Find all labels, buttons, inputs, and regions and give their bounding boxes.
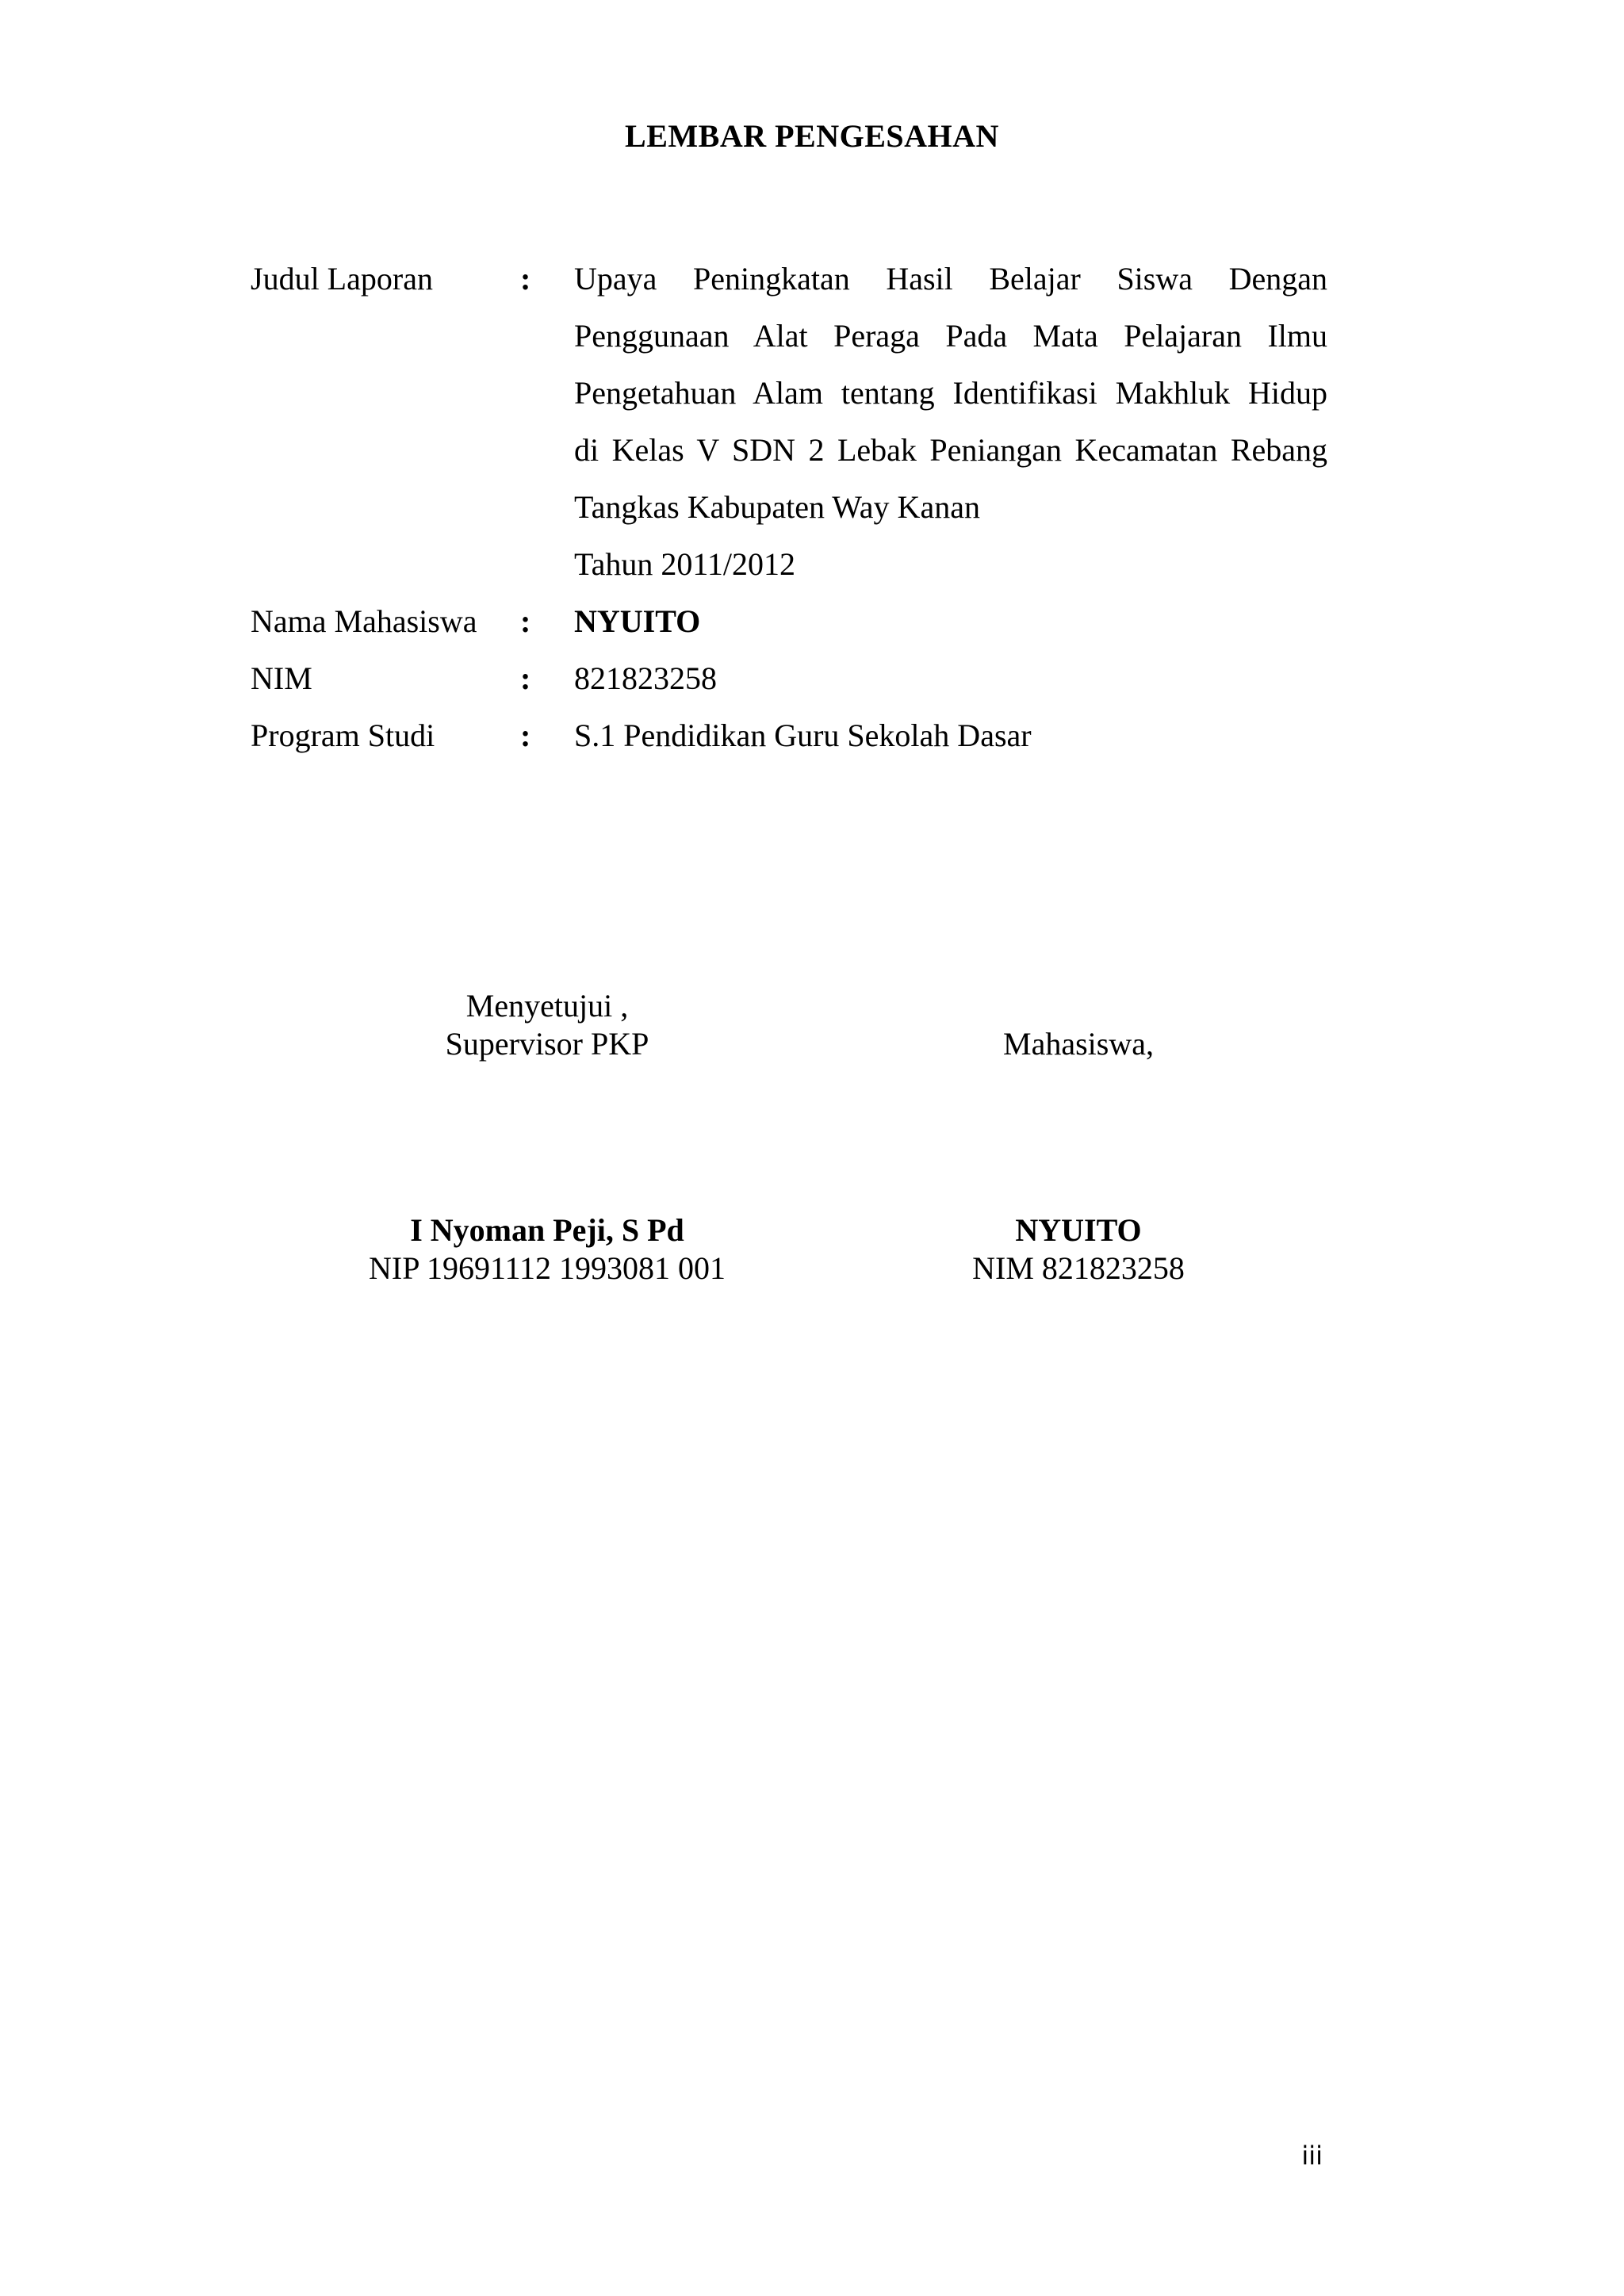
approval-label: Menyetujui , [465, 988, 629, 1024]
judul-line-5: Tangkas Kabupaten Way Kanan [574, 489, 980, 525]
supervisor-nip: NIP 19691112 1993081 001 [369, 1250, 726, 1286]
program-label: Program Studi [251, 718, 435, 753]
nama-label: Nama Mahasiswa [251, 603, 477, 639]
page-number: iii [1301, 2141, 1323, 2171]
judul-line-6: Tahun 2011/2012 [574, 546, 796, 582]
student-role: Mahasiswa, [1003, 1026, 1154, 1062]
judul-line-2: Penggunaan Alat Peraga Pada Mata Pelajaran Ilmu [574, 318, 1327, 354]
judul-label: Judul Laporan [251, 261, 433, 297]
nama-colon: : [520, 603, 531, 639]
supervisor-signature [333, 1211, 761, 1288]
judul-line-4: di Kelas V SDN 2 Lebak Peniangan Kecamatan Rebang [574, 432, 1327, 468]
nim-colon: : [520, 660, 531, 696]
judul-line-3: Pengetahuan Alam tentang Identifikasi Makhluk Hidup [574, 375, 1327, 411]
student-name: NYUITO [1015, 1212, 1142, 1248]
supervisor-name: I Nyoman Peji, S Pd [410, 1212, 684, 1248]
judul-line-1: Upaya Peningkatan Hasil Belajar Siswa Dengan [574, 261, 1327, 297]
judul-value [574, 251, 1327, 593]
program-value: S.1 Pendidikan Guru Sekolah Dasar [574, 718, 1032, 753]
student-nim: NIM 821823258 [972, 1250, 1185, 1286]
student-approval [920, 1025, 1237, 1063]
nim-value: 821823258 [574, 660, 717, 696]
nama-value: NYUITO [574, 603, 701, 639]
supervisor-approval [333, 987, 761, 1063]
page-title: LEMBAR PENGESAHAN [625, 118, 999, 154]
judul-colon: : [520, 261, 531, 297]
student-signature [920, 1211, 1237, 1288]
supervisor-role: Supervisor PKP [445, 1026, 649, 1062]
nim-label: NIM [251, 660, 312, 696]
program-colon: : [520, 718, 531, 753]
